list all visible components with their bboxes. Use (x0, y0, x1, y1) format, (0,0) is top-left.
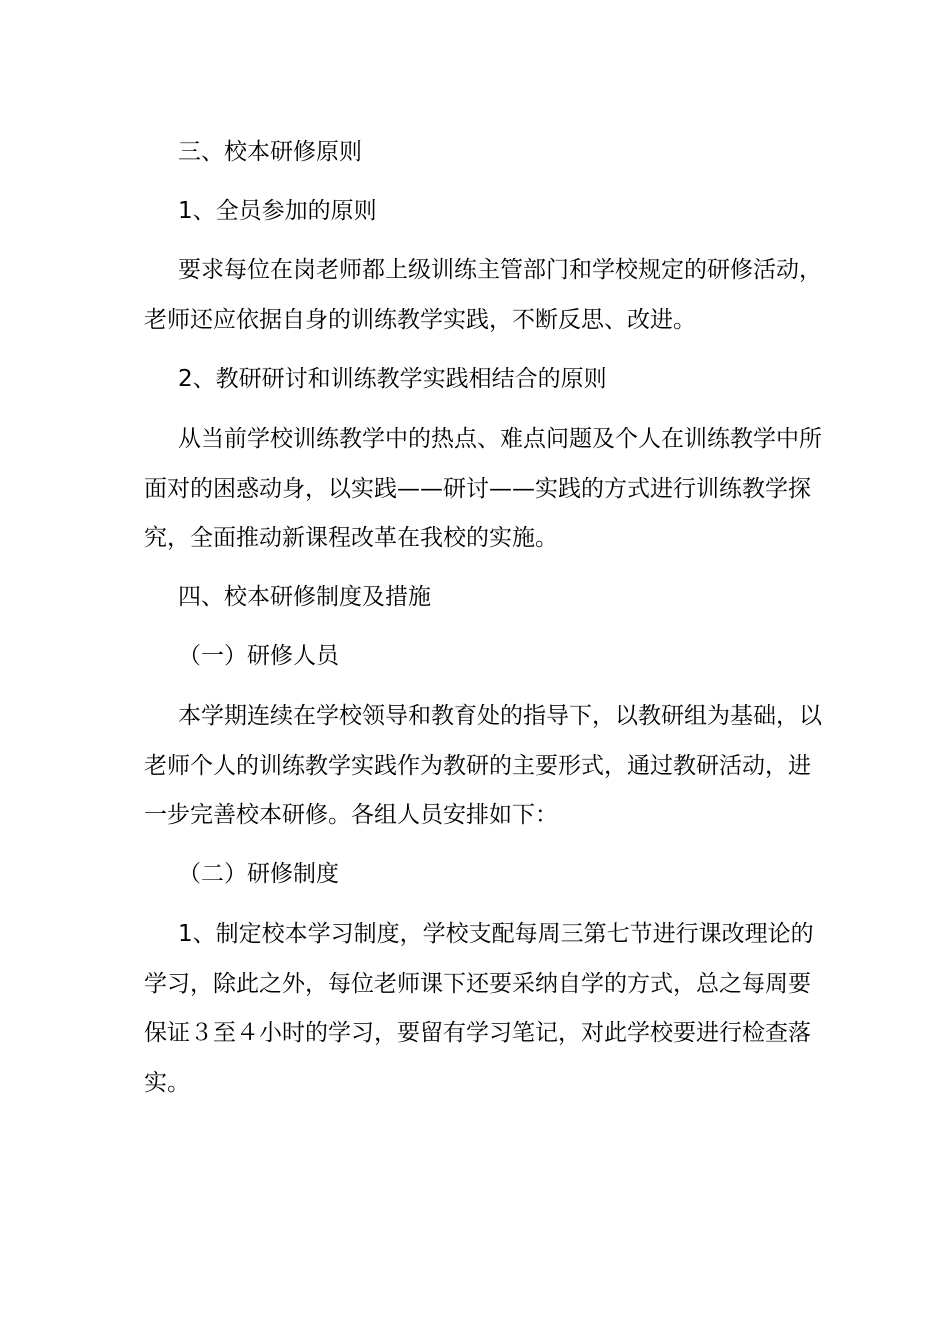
subheading-research-staff: （一）研修人员 (178, 643, 339, 669)
paragraph-line: 面对的困惑动身，以实践——研讨——实践的方式进行训练教学探 (144, 476, 811, 502)
paragraph-line: 本学期连续在学校领导和教育处的指导下，以教研组为基础，以 (178, 703, 822, 729)
subheading-research-system: （二）研修制度 (178, 861, 339, 887)
paragraph-line: 保证３至４小时的学习，要留有学习笔记，对此学校要进行检查落 (144, 1020, 811, 1046)
subheading-research-practice: 2、教研研讨和训练教学实践相结合的原则 (178, 366, 607, 392)
paragraph-line: 1、制定校本学习制度，学校支配每周三第七节进行课改理论的 (178, 921, 814, 947)
section-heading-4: 四、校本研修制度及措施 (178, 584, 431, 610)
paragraph-line: 从当前学校训练教学中的热点、难点问题及个人在训练教学中所 (178, 426, 822, 452)
paragraph-line: 究，全面推动新课程改革在我校的实施。 (144, 525, 558, 551)
section-heading-3: 三、校本研修原则 (178, 139, 362, 165)
paragraph-line: 老师还应依据自身的训练教学实践，不断反思、改进。 (144, 307, 696, 333)
paragraph-line: 实。 (144, 1070, 190, 1096)
paragraph-line: 学习，除此之外，每位老师课下还要采纳自学的方式，总之每周要 (144, 971, 811, 997)
paragraph-line: 一步完善校本研修。各组人员安排如下： (144, 802, 558, 828)
paragraph-line: 要求每位在岗老师都上级训练主管部门和学校规定的研修活动， (178, 257, 822, 283)
subheading-full-participation: 1、全员参加的原则 (178, 198, 377, 224)
paragraph-line: 老师个人的训练教学实践作为教研的主要形式，通过教研活动，进 (144, 753, 811, 779)
